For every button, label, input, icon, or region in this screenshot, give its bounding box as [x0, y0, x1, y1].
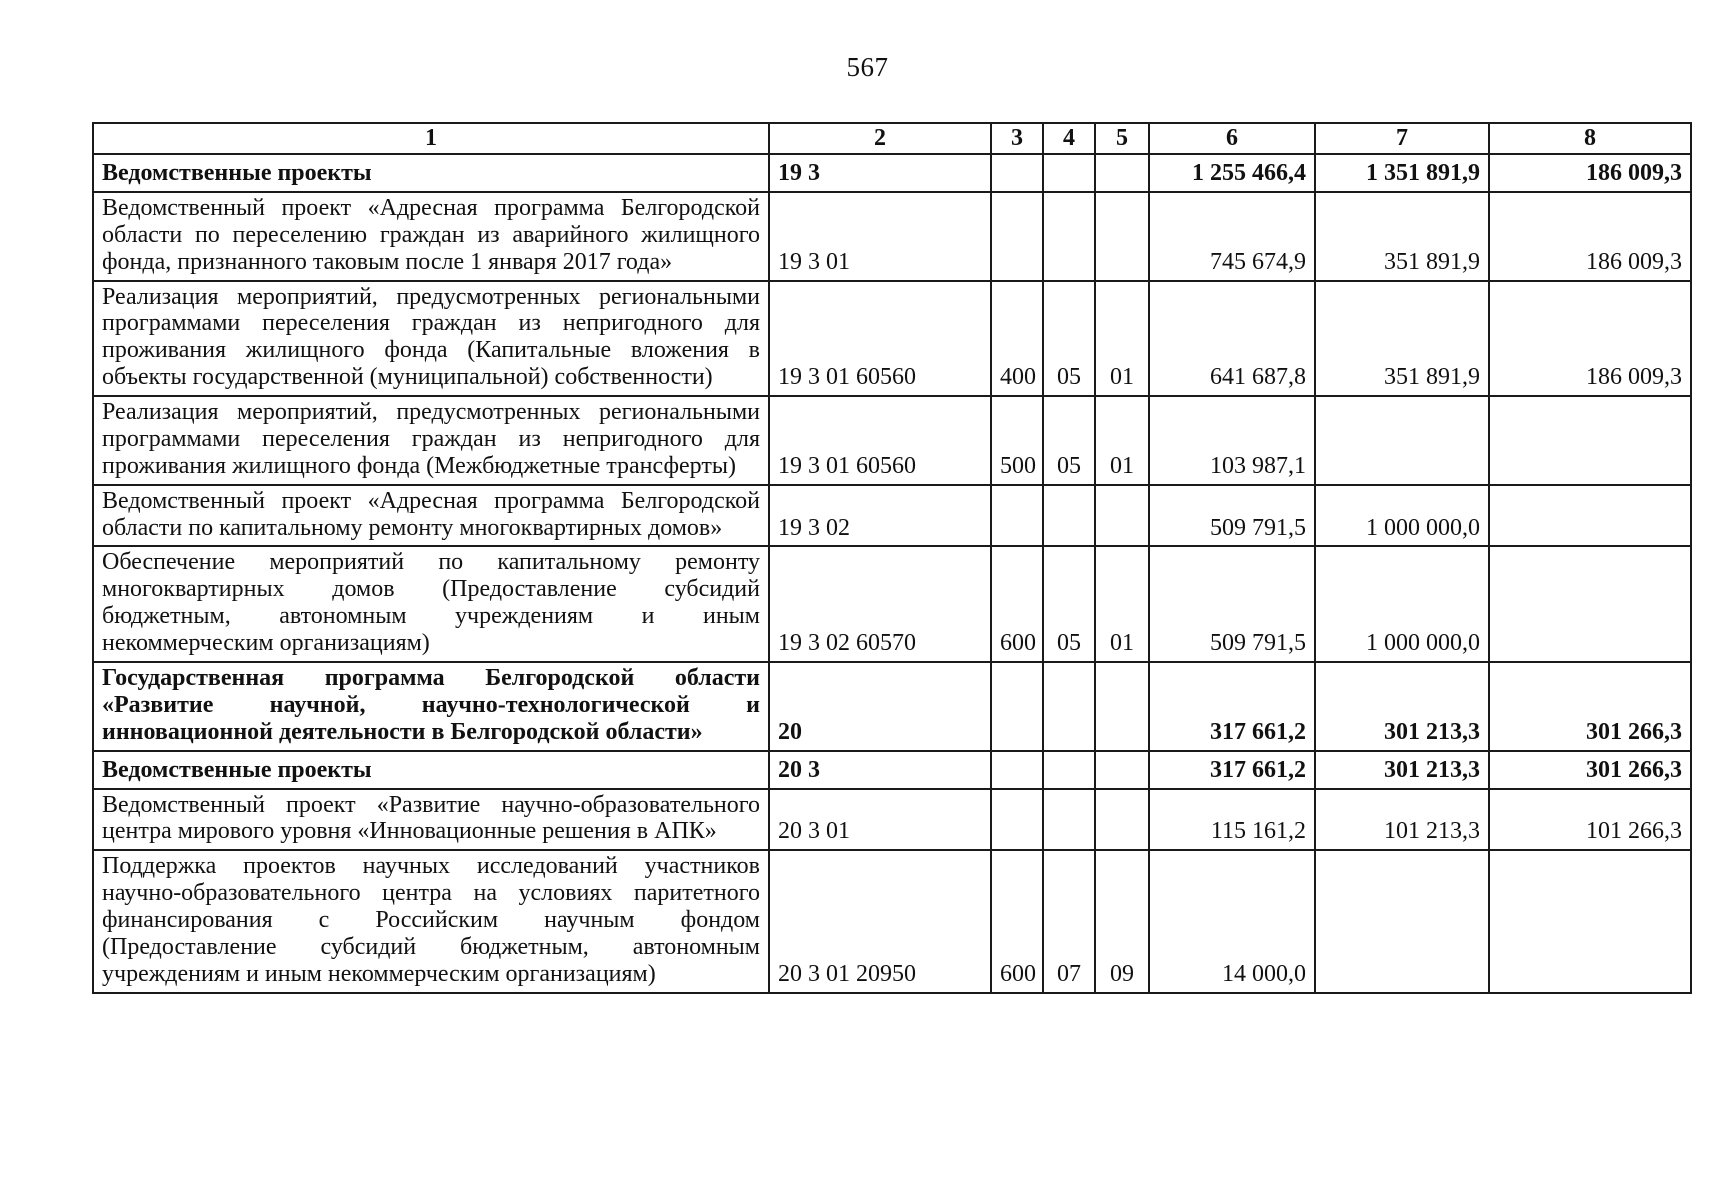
row-value-8 [1489, 850, 1691, 992]
row-value-8: 301 266,3 [1489, 751, 1691, 789]
row-col-4 [1043, 662, 1095, 751]
row-value-7: 1 000 000,0 [1315, 485, 1489, 547]
page-number: 567 [846, 52, 889, 82]
row-col-4: 05 [1043, 281, 1095, 397]
row-value-6: 641 687,8 [1149, 281, 1315, 397]
row-col-4: 07 [1043, 850, 1095, 992]
table-row [93, 396, 1691, 485]
row-value-7: 351 891,9 [1315, 281, 1489, 397]
table-row [93, 485, 1691, 547]
row-col-5 [1095, 751, 1149, 789]
row-col-3 [991, 662, 1043, 751]
row-name: Ведомственные проекты [93, 751, 769, 789]
row-name: Государственная программа Белгородской области «Развитие научной, научно-технологической и инновационной деятельности в Белгородской области» [93, 662, 769, 751]
row-col-3 [991, 485, 1043, 547]
table-row [93, 154, 1691, 192]
row-value-7: 301 213,3 [1315, 751, 1489, 789]
row-code: 20 3 01 [769, 789, 991, 851]
row-value-8 [1489, 396, 1691, 485]
row-col-4 [1043, 789, 1095, 851]
row-value-6: 509 791,5 [1149, 485, 1315, 547]
row-col-3: 600 [991, 850, 1043, 992]
table-row [93, 751, 1691, 789]
row-value-7: 1 000 000,0 [1315, 546, 1489, 662]
row-code: 19 3 02 60570 [769, 546, 991, 662]
row-value-7: 351 891,9 [1315, 192, 1489, 281]
row-value-7 [1315, 850, 1489, 992]
row-value-8: 101 266,3 [1489, 789, 1691, 851]
row-name: Ведомственный проект «Адресная программа Белгородской области по капитальному ремонту многоквартирных домов» [93, 485, 769, 547]
row-col-5 [1095, 154, 1149, 192]
row-value-8 [1489, 485, 1691, 547]
row-name: Поддержка проектов научных исследований участников научно-образовательного центра на условиях паритетного финансирования с Российским научным фондом (Предоставление субсидий бюджетным, автономным учреждениям и иным некоммерческим организациям) [93, 850, 769, 992]
row-col-3: 600 [991, 546, 1043, 662]
table-row [93, 281, 1691, 397]
header-col-4: 4 [1043, 123, 1095, 154]
row-value-8: 186 009,3 [1489, 281, 1691, 397]
row-col-3: 500 [991, 396, 1043, 485]
table-row [93, 546, 1691, 662]
row-name: Ведомственный проект «Развитие научно-образовательного центра мирового уровня «Инновационные решения в АПК» [93, 789, 769, 851]
row-value-8: 186 009,3 [1489, 154, 1691, 192]
row-value-7 [1315, 396, 1489, 485]
header-col-7: 7 [1315, 123, 1489, 154]
row-value-7: 101 213,3 [1315, 789, 1489, 851]
row-value-6: 317 661,2 [1149, 751, 1315, 789]
row-value-6: 115 161,2 [1149, 789, 1315, 851]
row-name: Ведомственные проекты [93, 154, 769, 192]
row-value-8: 186 009,3 [1489, 192, 1691, 281]
row-code: 19 3 01 60560 [769, 281, 991, 397]
row-col-5: 01 [1095, 396, 1149, 485]
row-col-3 [991, 154, 1043, 192]
header-row [93, 123, 1691, 154]
row-code: 20 3 [769, 751, 991, 789]
row-name: Реализация мероприятий, предусмотренных региональными программами переселения граждан из непригодного для проживания жилищного фонда (Капитальные вложения в объекты государственной (муниципальной) собственности) [93, 281, 769, 397]
row-value-8 [1489, 546, 1691, 662]
row-code: 20 [769, 662, 991, 751]
row-name: Ведомственный проект «Адресная программа Белгородской области по переселению граждан из аварийного жилищного фонда, признанного таковым после 1 января 2017 года» [93, 192, 769, 281]
row-value-6: 103 987,1 [1149, 396, 1315, 485]
row-col-4: 05 [1043, 546, 1095, 662]
table-row [93, 192, 1691, 281]
row-value-8: 301 266,3 [1489, 662, 1691, 751]
row-col-3: 400 [991, 281, 1043, 397]
row-name: Обеспечение мероприятий по капитальному ремонту многоквартирных домов (Предоставление субсидий бюджетным, автономным учреждениям и иным некоммерческим организациям) [93, 546, 769, 662]
row-code: 20 3 01 20950 [769, 850, 991, 992]
row-col-5 [1095, 192, 1149, 281]
row-col-5 [1095, 485, 1149, 547]
row-code: 19 3 01 [769, 192, 991, 281]
row-value-6: 1 255 466,4 [1149, 154, 1315, 192]
row-code: 19 3 01 60560 [769, 396, 991, 485]
table-row [93, 662, 1691, 751]
table-row [93, 789, 1691, 851]
row-col-3 [991, 789, 1043, 851]
row-col-3 [991, 751, 1043, 789]
row-code: 19 3 02 [769, 485, 991, 547]
row-value-6: 317 661,2 [1149, 662, 1315, 751]
row-col-5: 01 [1095, 281, 1149, 397]
row-col-4 [1043, 751, 1095, 789]
row-name: Реализация мероприятий, предусмотренных региональными программами переселения граждан из непригодного для проживания жилищного фонда (Межбюджетные трансферты) [93, 396, 769, 485]
row-code: 19 3 [769, 154, 991, 192]
row-col-4 [1043, 485, 1095, 547]
row-col-4: 05 [1043, 396, 1095, 485]
row-col-3 [991, 192, 1043, 281]
header-col-5: 5 [1095, 123, 1149, 154]
row-value-7: 301 213,3 [1315, 662, 1489, 751]
table-row [93, 850, 1691, 992]
header-col-1: 1 [93, 123, 769, 154]
row-col-5 [1095, 662, 1149, 751]
row-value-6: 14 000,0 [1149, 850, 1315, 992]
row-col-4 [1043, 192, 1095, 281]
row-col-5 [1095, 789, 1149, 851]
budget-table [92, 122, 1692, 994]
header-col-3: 3 [991, 123, 1043, 154]
header-col-6: 6 [1149, 123, 1315, 154]
row-col-4 [1043, 154, 1095, 192]
row-col-5: 01 [1095, 546, 1149, 662]
row-value-7: 1 351 891,9 [1315, 154, 1489, 192]
row-value-6: 745 674,9 [1149, 192, 1315, 281]
row-col-5: 09 [1095, 850, 1149, 992]
header-col-2: 2 [769, 123, 991, 154]
row-value-6: 509 791,5 [1149, 546, 1315, 662]
header-col-8: 8 [1489, 123, 1691, 154]
